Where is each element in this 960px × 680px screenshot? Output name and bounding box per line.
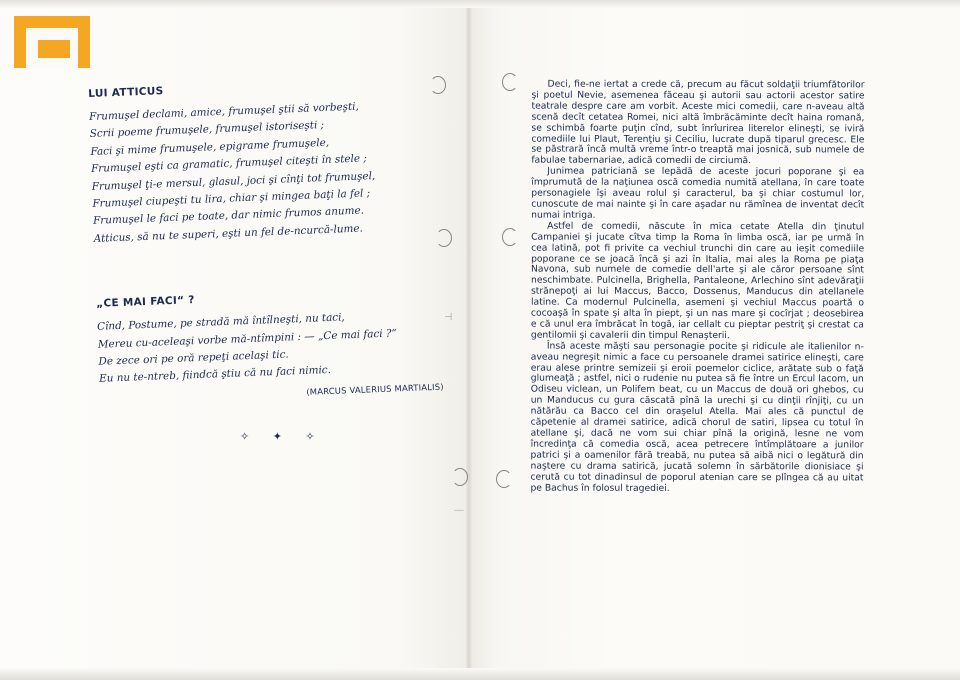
registration-mark-icon: ⊣ <box>444 312 453 323</box>
page-bottom-edge <box>0 668 960 680</box>
logo-inner-block <box>38 40 70 58</box>
poem-line: Mereu cu-aceleaşi vorbe mă-ntîmpini : — „Ce mai faci ?“ <box>97 326 398 351</box>
left-page-text <box>88 74 470 405</box>
binder-hole-icon <box>502 228 518 246</box>
right-page-text <box>530 80 864 495</box>
poem-body <box>89 95 464 248</box>
prose-paragraph: Astfel de comedii, născute în mica cetate Atella din ţinutul Campaniei şi jucate cîtva timp la Roma în limba oscă, iar pe urmă în cea latină, pot fi privite ca vechiul trunchi din care au ieşit comediile poporane ce se joacă încă şi azi în Italia, mai ales la Roma pe piaţa Navona, sub numele de comedie dell'arte şi ale căror persoane sînt neschimbate. Pulcinella, Brighella, Pantaleone, Arlechino sînt adevăraţii strănepoţi ai lui Maccus, Bacco, Dossenus, Manducus din atellanele latine. Ca modernul Pulcinella, asemeni şi vechiul Maccus poartă o cocoaşă în spate şi alta în piept, şi un nas mare şi cocîrjat ; deosebirea e că unul era îmbrăcat în togă, iar cellalt cu pieptar pestriţ şi crestat ca gentilomii şi cavalerii din timpul Renaşterii. <box>530 220 865 341</box>
binder-hole-icon <box>452 468 468 486</box>
poem-line: De zece ori pe oră repeţi acelaşi tic. <box>98 348 289 368</box>
poem-second <box>96 284 470 405</box>
poem-line: Frumuşel ţi-e mersul, glasul, joci şi cînţi tot frumuşel, <box>91 169 376 193</box>
poem-line: Frumuşel ciupeşti tu lira, chiar şi mingea baţi la fel ; <box>92 187 371 210</box>
poem-line: Frumuşel eşti ca gramatic, frumuşel citeşti în stele ; <box>90 152 368 176</box>
poem-title: „CE MAI FACI“ ? <box>96 294 195 311</box>
prose-paragraph: Deci, fie-ne iertat a crede că, precum au făcut soldaţii triumfătorilor şi poetul Nevie, asemenea făceau şi autorii sau actorii acestor satire teatrale despre care am vorbit. Aceste mici comedii, care n-aveau altă scenă decît cetatea Romei, nici altă îmbrăcăminte decît haina romană, se schimbă foarte puţin cînd, subt înrîurirea literelor elineşti, se iviră comediile lui Plaut, Terenţiu şi Ceciliu, lucrate după tiparul grecesc. Ele se păstrară încă multă vreme într-o treaptă mai josnică, sub numele de fabulae tabernariae, adică comedii de circiumă. <box>531 78 865 167</box>
binder-hole-icon <box>502 73 518 91</box>
poem-line: Atticus, să nu te superi, eşti un fel de-ncurcă-lume. <box>93 222 364 245</box>
registration-mark-icon: — <box>454 505 464 516</box>
poem-line: Cînd, Postume, pe stradă mă întîlneşti, nu taci, <box>96 311 345 334</box>
corner-logo-icon <box>14 16 90 68</box>
poem-attribution: (MARCUS VALERIUS MARTIALIS) <box>306 381 444 397</box>
prose-paragraph: Junimea patriciană se lepădă de aceste jocuri poporane şi ea împrumută de la naţiunea oscă comedia numită atellana, în care toate personagiele îşi aveau rolul şi caracterul, ba şi chiar costumul lor, cunoscute de mai nainte şi în care aşadar nu rămînea de inventat decît numai intriga. <box>531 165 865 221</box>
prose-paragraph: Însă aceste măşti sau personagie pocite şi ridicule ale italienilor n-aveau negreşit nimic a face cu persoanele dramei satirice elineşti, care erau alese printre semizeii şi eroii poemelor ciclice, arătate sub o faţă glumeaţă ; astfel, nici o rudenie nu putea să fie între un Ercul lacom, un Odiseu viclean, un Polifem beat, cu un Maccus de două ori ghebos, cu un Manducus cu gura căscată pînă la urechi şi cu dinţii rînjiţi, cu un nătărău ca Bacco cel din oraşelul Atella. Mai ales că punctul de căpetenie al dramei satirice, adică chorul de satiri, lipsea cu totul în atellane şi, dacă ne vom sui chiar pînă la origină, lesne ne vom încredinţa că comedia oscă, acea petrecere întîmplătoare a junilor patrici şi a oamenilor fără treabă, nu putea să aibă nici o legătură din naştere cu drama satirică, jucată solemn în sărbătorile dionisiace şi cerută cu tot dinadinsul de poporul atenian care se plîngea că au uitat pe Bachus în folosul tragediei. <box>530 340 864 494</box>
poem-line: Frumuşel declami, amice, frumuşel ştii să vorbeşti, <box>88 100 360 123</box>
ornament-stars-icon: ✧ ✦ ✧ <box>240 430 325 443</box>
page-top-edge <box>0 0 960 8</box>
poem-line: Scrii poeme frumuşele, frumuşel istoriseşti ; <box>89 119 325 141</box>
binder-hole-icon <box>496 470 512 488</box>
poem-line: Faci şi mime frumuşele, epigrame frumuşele, <box>90 136 330 158</box>
poem-title: LUI ATTICUS <box>88 85 164 100</box>
poem-line: Eu nu te-ntreb, fiindcă ştiu că nu faci nimic. <box>98 364 332 386</box>
poem-line: Frumuşel le faci pe toate, dar nimic frumos anume. <box>92 204 365 228</box>
